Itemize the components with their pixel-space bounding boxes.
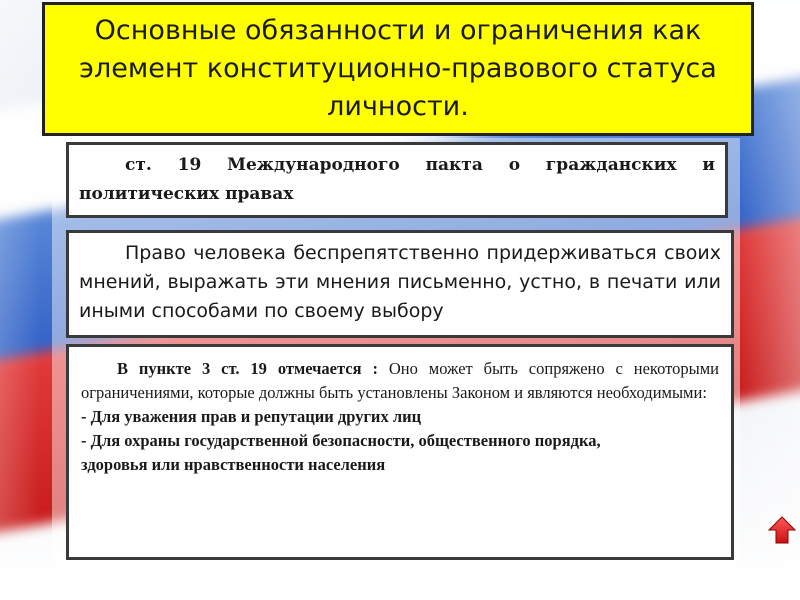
article-reference-text: ст. 19 Международного пакта о гражданских и политических правах [79, 155, 715, 204]
nav-up-button[interactable] [767, 515, 797, 545]
slide-title-text: Основные обязанности и ограничения как элемент конституционно-правового статуса личности. [79, 15, 717, 122]
restriction-item-rights: - Для уважения прав и репутации других лиц [81, 407, 422, 426]
article-reference-box [66, 142, 728, 218]
restriction-item-security: - Для охраны государственной безопасности, общественного порядка, [81, 431, 601, 450]
restrictions-lead [81, 357, 719, 405]
right-description-box [66, 230, 734, 338]
restrictions-box [66, 344, 734, 560]
restrictions-lead-bold: В пункте 3 ст. 19 отмечается : [117, 359, 389, 378]
restriction-item-health: здоровья или нравственности населения [81, 455, 386, 474]
restrictions-lead-text: Оно может быть сопряжено с некоторыми ограничениями, которые должны быть установлены Законом и являются необходимыми: [81, 359, 719, 402]
arrow-up-icon [767, 515, 797, 545]
left-fade [0, 0, 40, 600]
slide-title [42, 2, 754, 136]
right-description-text: Право человека беспрепятственно придерживаться своих мнений, выражать эти мнения письменно, устно, в печати или иными способами по своему выбору [79, 242, 721, 322]
